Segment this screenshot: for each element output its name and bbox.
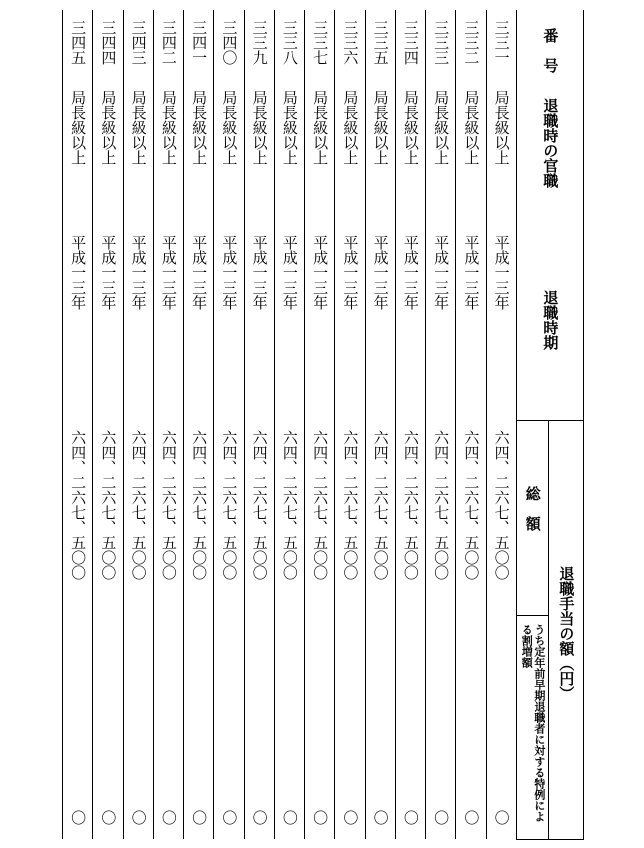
row-position-text: 局長級以上 — [462, 90, 481, 165]
row-number-text: 三四〇 — [220, 20, 239, 65]
row-position-text: 局長級以上 — [220, 90, 239, 165]
row-position-text: 局長級以上 — [69, 90, 88, 165]
row-special-text: 〇 — [371, 810, 390, 825]
row-timing-cell — [335, 225, 365, 420]
row-total-cell — [153, 420, 183, 615]
row-timing-text: 平成一三年 — [99, 235, 118, 310]
row-number-text: 三四四 — [99, 20, 118, 65]
row-timing-cell — [426, 225, 456, 420]
row-timing-cell — [395, 225, 425, 420]
row-position-cell — [274, 80, 304, 225]
row-timing-cell — [365, 225, 395, 420]
row-number-cell — [395, 10, 425, 80]
row-total-cell — [426, 420, 456, 615]
row-special-text: 〇 — [492, 810, 511, 825]
row-number-text: 三四五 — [69, 20, 88, 65]
row-timing-text: 平成一三年 — [432, 235, 451, 310]
row-number-cell — [214, 10, 244, 80]
header-total-label: 総 額 — [523, 485, 542, 531]
row-timing-text: 平成一三年 — [371, 235, 390, 310]
row-special-cell — [395, 615, 425, 839]
row-timing-text: 平成一三年 — [401, 235, 420, 310]
header-position — [516, 80, 583, 225]
row-special-cell — [305, 615, 335, 839]
row-position-text: 局長級以上 — [159, 90, 178, 165]
row-timing-cell — [456, 225, 486, 420]
row-special-cell — [123, 615, 153, 839]
row-number-text: 三四二 — [159, 20, 178, 65]
row-number-text: 三四三 — [129, 20, 148, 65]
row-position-cell — [335, 80, 365, 225]
row-position-cell — [426, 80, 456, 225]
row-number-cell — [184, 10, 214, 80]
row-total-cell — [123, 420, 153, 615]
row-number-cell — [486, 10, 516, 80]
row-special-cell — [486, 615, 516, 839]
row-number-cell — [63, 10, 93, 80]
retirement-allowance-table — [62, 10, 584, 840]
row-number-cell — [426, 10, 456, 80]
row-total-cell — [184, 420, 214, 615]
row-position-cell — [123, 80, 153, 225]
row-number-cell — [244, 10, 274, 80]
row-timing-text: 平成一三年 — [159, 235, 178, 310]
row-number-cell — [123, 10, 153, 80]
row-number-text: 三三四 — [401, 20, 420, 65]
row-special-cell — [365, 615, 395, 839]
row-number-text: 三三九 — [250, 20, 269, 65]
row-number-text: 三三二 — [462, 20, 481, 65]
header-number-label: 番 号 — [541, 28, 560, 73]
row-position-text: 局長級以上 — [250, 90, 269, 165]
row-special-cell — [456, 615, 486, 839]
row-timing-text: 平成一三年 — [341, 235, 360, 310]
row-number-text: 三三五 — [371, 20, 390, 65]
row-special-text: 〇 — [341, 810, 360, 825]
row-number-text: 三三一 — [492, 20, 511, 65]
row-timing-text: 平成一三年 — [462, 235, 481, 310]
row-position-text: 局長級以上 — [190, 90, 209, 165]
header-timing — [516, 225, 583, 420]
row-total-text: 六四、二六七、五〇〇 — [280, 430, 299, 580]
row-position-cell — [456, 80, 486, 225]
row-special-text: 〇 — [250, 810, 269, 825]
row-number-cell — [456, 10, 486, 80]
header-allowance — [548, 420, 583, 839]
row-total-cell — [93, 420, 123, 615]
row-position-cell — [214, 80, 244, 225]
row-special-text: 〇 — [432, 810, 451, 825]
row-position-cell — [395, 80, 425, 225]
row-position-cell — [153, 80, 183, 225]
row-position-cell — [365, 80, 395, 225]
row-timing-cell — [93, 225, 123, 420]
row-special-cell — [335, 615, 365, 839]
row-total-text: 六四、二六七、五〇〇 — [69, 430, 88, 580]
row-timing-cell — [274, 225, 304, 420]
header-special-label: うち定年前早期退職者に対する特例による割増額 — [520, 623, 546, 822]
row-position-text: 局長級以上 — [492, 90, 511, 165]
row-total-cell — [274, 420, 304, 615]
row-total-cell — [63, 420, 93, 615]
row-timing-cell — [153, 225, 183, 420]
row-timing-cell — [244, 225, 274, 420]
row-special-cell — [214, 615, 244, 839]
row-special-cell — [274, 615, 304, 839]
row-timing-cell — [214, 225, 244, 420]
row-timing-text: 平成一三年 — [129, 235, 148, 310]
row-position-text: 局長級以上 — [129, 90, 148, 165]
row-position-cell — [93, 80, 123, 225]
row-total-text: 六四、二六七、五〇〇 — [462, 430, 481, 580]
row-total-cell — [456, 420, 486, 615]
row-special-text: 〇 — [220, 810, 239, 825]
row-number-text: 三三六 — [341, 20, 360, 65]
row-timing-text: 平成一三年 — [190, 235, 209, 310]
row-position-text: 局長級以上 — [432, 90, 451, 165]
row-position-text: 局長級以上 — [401, 90, 420, 165]
row-number-cell — [335, 10, 365, 80]
header-total — [516, 420, 548, 615]
row-position-text: 局長級以上 — [341, 90, 360, 165]
row-special-text: 〇 — [69, 810, 88, 825]
row-special-cell — [153, 615, 183, 839]
row-special-text: 〇 — [280, 810, 299, 825]
row-total-text: 六四、二六七、五〇〇 — [341, 430, 360, 580]
row-total-text: 六四、二六七、五〇〇 — [492, 430, 511, 580]
row-total-text: 六四、二六七、五〇〇 — [432, 430, 451, 580]
row-special-cell — [244, 615, 274, 839]
row-number-cell — [365, 10, 395, 80]
row-timing-text: 平成一三年 — [280, 235, 299, 310]
row-position-cell — [184, 80, 214, 225]
row-timing-cell — [184, 225, 214, 420]
row-special-cell — [426, 615, 456, 839]
row-timing-cell — [123, 225, 153, 420]
row-timing-cell — [305, 225, 335, 420]
row-total-cell — [305, 420, 335, 615]
row-special-cell — [93, 615, 123, 839]
row-position-cell — [305, 80, 335, 225]
row-position-cell — [244, 80, 274, 225]
row-timing-text: 平成一三年 — [220, 235, 239, 310]
row-special-text: 〇 — [190, 810, 209, 825]
row-number-cell — [153, 10, 183, 80]
row-special-text: 〇 — [311, 810, 330, 825]
row-special-text: 〇 — [99, 810, 118, 825]
row-number-text: 三三八 — [280, 20, 299, 65]
row-number-cell — [305, 10, 335, 80]
header-special — [516, 615, 548, 839]
row-number-text: 三三三 — [432, 20, 451, 65]
row-total-text: 六四、二六七、五〇〇 — [311, 430, 330, 580]
row-total-text: 六四、二六七、五〇〇 — [250, 430, 269, 580]
row-position-text: 局長級以上 — [371, 90, 390, 165]
row-total-text: 六四、二六七、五〇〇 — [159, 430, 178, 580]
row-special-cell — [184, 615, 214, 839]
row-special-text: 〇 — [401, 810, 420, 825]
row-total-cell — [214, 420, 244, 615]
row-timing-text: 平成一三年 — [311, 235, 330, 310]
row-special-text: 〇 — [129, 810, 148, 825]
header-timing-label: 退職時期 — [541, 290, 560, 350]
row-timing-text: 平成一三年 — [250, 235, 269, 310]
row-total-cell — [486, 420, 516, 615]
row-position-text: 局長級以上 — [311, 90, 330, 165]
row-special-text: 〇 — [462, 810, 481, 825]
row-total-text: 六四、二六七、五〇〇 — [129, 430, 148, 580]
row-timing-text: 平成一三年 — [492, 235, 511, 310]
row-number-text: 三三七 — [311, 20, 330, 65]
header-position-label: 退職時の官職 — [541, 98, 560, 188]
row-position-text: 局長級以上 — [280, 90, 299, 165]
row-total-text: 六四、二六七、五〇〇 — [371, 430, 390, 580]
row-special-cell — [63, 615, 93, 839]
row-number-cell — [93, 10, 123, 80]
row-total-cell — [365, 420, 395, 615]
header-allowance-label: 退職手当の額（円） — [557, 565, 576, 701]
row-total-text: 六四、二六七、五〇〇 — [401, 430, 420, 580]
row-total-text: 六四、二六七、五〇〇 — [99, 430, 118, 580]
row-special-text: 〇 — [159, 810, 178, 825]
row-total-cell — [244, 420, 274, 615]
row-number-text: 三四一 — [190, 20, 209, 65]
header-number — [516, 10, 583, 80]
row-number-cell — [274, 10, 304, 80]
row-position-cell — [63, 80, 93, 225]
row-total-text: 六四、二六七、五〇〇 — [220, 430, 239, 580]
row-timing-text: 平成一三年 — [69, 235, 88, 310]
row-timing-cell — [486, 225, 516, 420]
row-total-cell — [395, 420, 425, 615]
row-total-text: 六四、二六七、五〇〇 — [190, 430, 209, 580]
row-position-text: 局長級以上 — [99, 90, 118, 165]
row-timing-cell — [63, 225, 93, 420]
row-position-cell — [486, 80, 516, 225]
row-total-cell — [335, 420, 365, 615]
